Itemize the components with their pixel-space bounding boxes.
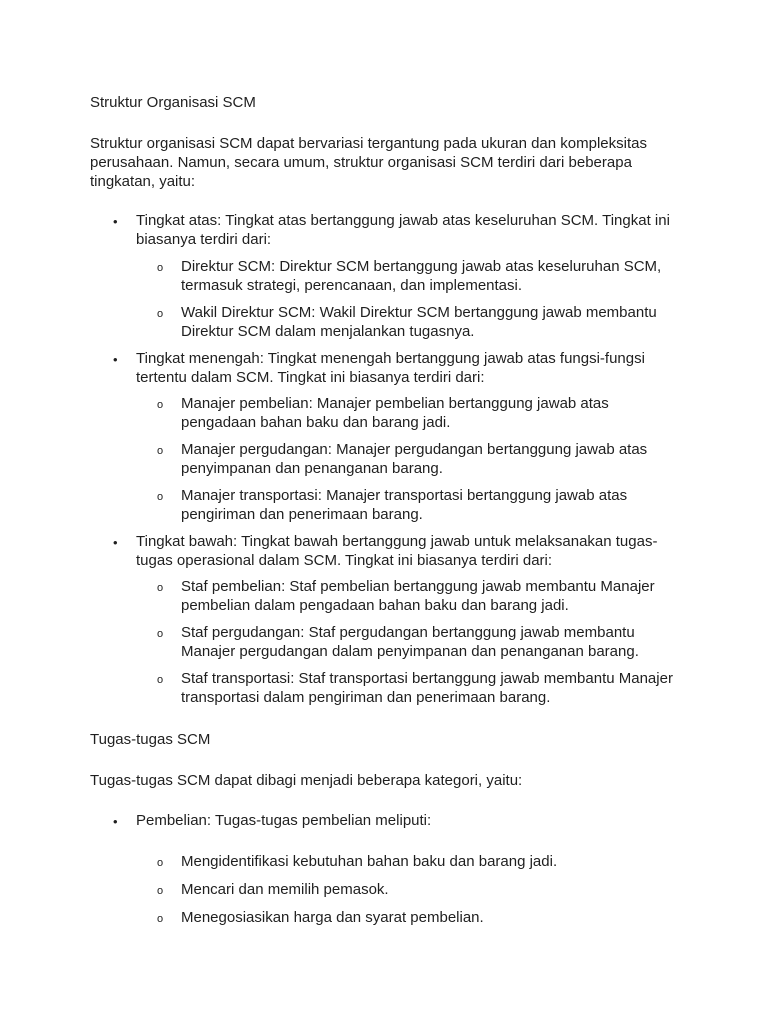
list-item-level: Tingkat atas: Tingkat atas bertanggung jawab atas keseluruhan SCM. Tingkat ini biasanya terdiri dari: — [136, 212, 670, 248]
task-item: Menegosiasikan harga dan syarat pembelian. — [181, 909, 484, 926]
circle-bullet-icon — [157, 853, 167, 873]
tasks-title: Tugas-tugas SCM — [90, 731, 211, 748]
circle-bullet-icon — [157, 258, 167, 278]
circle-bullet-icon — [157, 487, 167, 507]
sub-list-item: Direktur SCM: Direktur SCM bertanggung jawab atas keseluruhan SCM, termasuk strategi, perencanaan, dan implementasi. — [181, 258, 662, 294]
circle-bullet-icon — [157, 578, 167, 598]
section-title: Struktur Organisasi SCM — [90, 94, 256, 111]
sub-list-item: Staf pembelian: Staf pembelian bertanggung jawab membantu Manajer pembelian dalam pengadaan bahan baku dan barang jadi. — [181, 578, 655, 614]
intro-paragraph: Struktur organisasi SCM dapat bervariasi tergantung pada ukuran dan kompleksitas perusahaan. Namun, secara umum, struktur organisasi SCM terdiri dari beberapa tingkatan, yaitu: — [90, 135, 647, 190]
list-item-level: Tingkat bawah: Tingkat bawah bertanggung jawab untuk melaksanakan tugas-tugas operasional dalam SCM. Tingkat ini biasanya terdiri dari: — [136, 533, 658, 569]
bullet-icon — [113, 212, 123, 231]
task-item: Mengidentifikasi kebutuhan bahan baku dan barang jadi. — [181, 853, 558, 870]
sub-list-item: Wakil Direktur SCM: Wakil Direktur SCM bertanggung jawab membantu Direktur SCM dalam menjalankan tugasnya. — [181, 304, 657, 340]
bullet-icon — [113, 533, 123, 552]
sub-list-item: Staf transportasi: Staf transportasi bertanggung jawab membantu Manajer transportasi dalam pengiriman dan penerimaan barang. — [181, 670, 673, 706]
circle-bullet-icon — [157, 909, 167, 929]
task-category: Pembelian: Tugas-tugas pembelian meliputi: — [136, 812, 432, 829]
bullet-icon — [113, 812, 123, 831]
circle-bullet-icon — [157, 304, 167, 324]
circle-bullet-icon — [157, 441, 167, 461]
circle-bullet-icon — [157, 624, 167, 644]
tasks-intro: Tugas-tugas SCM dapat dibagi menjadi beberapa kategori, yaitu: — [90, 772, 523, 789]
sub-list-item: Staf pergudangan: Staf pergudangan bertanggung jawab membantu Manajer pergudangan dalam penyimpanan dan penanganan barang. — [181, 624, 639, 660]
sub-list-item: Manajer transportasi: Manajer transportasi bertanggung jawab atas pengiriman dan penerimaan barang. — [181, 487, 628, 523]
sub-list-item: Manajer pembelian: Manajer pembelian bertanggung jawab atas pengadaan bahan baku dan barang jadi. — [181, 395, 609, 431]
list-item-level: Tingkat menengah: Tingkat menengah bertanggung jawab atas fungsi-fungsi tertentu dalam SCM. Tingkat ini biasanya terdiri dari: — [136, 350, 645, 386]
sub-list-item: Manajer pergudangan: Manajer pergudangan bertanggung jawab atas penyimpanan dan penanganan barang. — [181, 441, 648, 477]
circle-bullet-icon — [157, 670, 167, 690]
circle-bullet-icon — [157, 881, 167, 901]
circle-bullet-icon — [157, 395, 167, 415]
task-item: Mencari dan memilih pemasok. — [181, 881, 389, 898]
bullet-icon — [113, 350, 123, 369]
